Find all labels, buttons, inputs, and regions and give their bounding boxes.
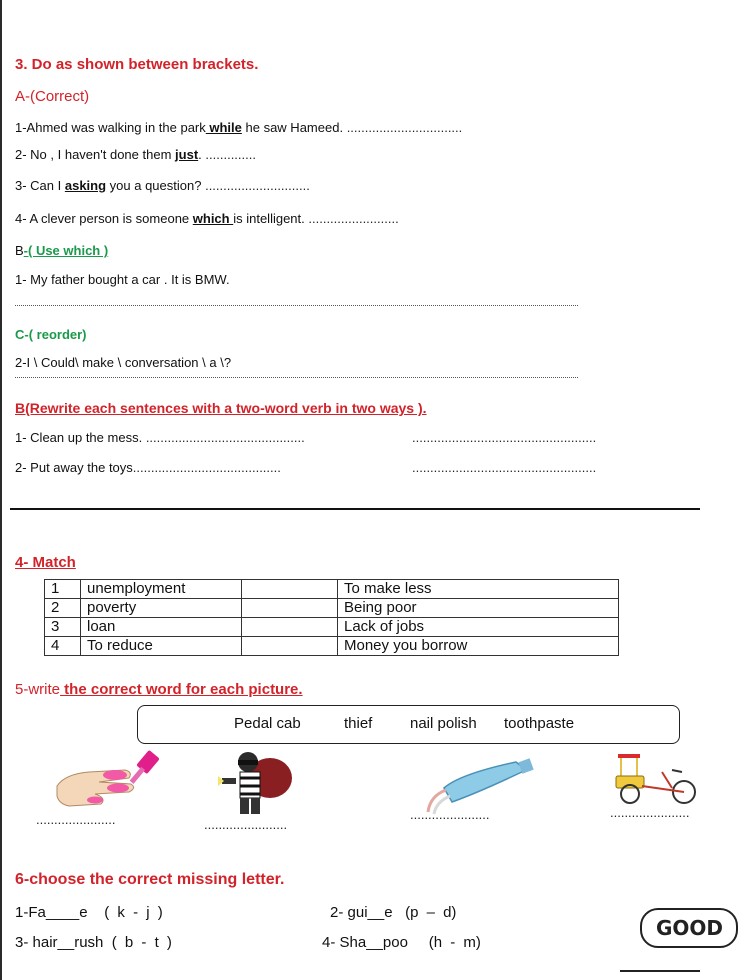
nail-polish-picture-icon (55, 748, 165, 810)
answer-blank-2[interactable]: ....................... (204, 817, 288, 832)
answer-blank-4[interactable]: ...................... (610, 805, 690, 820)
match-right: Being poor (338, 599, 619, 618)
page-left-border (0, 0, 2, 980)
match-left: To reduce (81, 637, 242, 656)
partB-heading: B-( Use which ) (15, 243, 109, 258)
word-bank-item: nail polish (410, 715, 477, 732)
section-divider (10, 508, 700, 510)
good-stamp-badge: GOOD (640, 908, 738, 948)
partA-item-2: 2- No , I haven't done them just. .............. (15, 147, 256, 162)
partC-heading: C-( reorder) (15, 327, 87, 342)
table-row (45, 580, 619, 599)
match-right: Money you borrow (338, 637, 619, 656)
match-left: unemployment (81, 580, 242, 599)
match-left: loan (81, 618, 242, 637)
match-num: 2 (45, 599, 81, 618)
match-num: 1 (45, 580, 81, 599)
pedal-cab-picture-icon (612, 750, 698, 806)
partC-item: 2-I \ Could\ make \ conversation \ a \? (15, 355, 232, 370)
partB2-item-1-blank2: ................................................... (412, 430, 597, 445)
section6-title: 6-choose the correct missing letter. (15, 871, 285, 888)
thief-picture-icon (218, 748, 298, 820)
partB2-item-1: 1- Clean up the mess. ............................................ (15, 430, 305, 445)
section4-title: 4- Match (15, 554, 76, 571)
missing-letter-item-2: 2- gui__e (p – d) (330, 904, 457, 921)
match-answer-cell[interactable] (242, 618, 338, 637)
partB2-heading: B(Rewrite each sentences with a two-word verb in two ways ). (15, 400, 427, 416)
word-bank (137, 705, 680, 744)
word-bank-item: thief (344, 715, 373, 732)
footer-mark (620, 970, 700, 972)
partA-item-1: 1-Ahmed was walking in the park while he saw Hameed. ................................ (15, 120, 463, 135)
missing-letter-item-4: 4- Sha__poo (h - m) (322, 934, 481, 951)
answer-blank-1[interactable]: ...................... (36, 812, 116, 827)
partB2-item-2: 2- Put away the toys......................................... (15, 460, 281, 475)
partB-answer-line (15, 305, 578, 306)
partB-item: 1- My father bought a car . It is BMW. (15, 272, 230, 287)
partA-heading: A-(Correct) (15, 88, 90, 105)
table-row (45, 618, 619, 637)
match-right: Lack of jobs (338, 618, 619, 637)
match-table (44, 579, 619, 656)
partC-answer-line (15, 377, 578, 378)
table-row (45, 637, 619, 656)
word-bank-item: toothpaste (504, 715, 575, 732)
answer-blank-3[interactable]: ...................... (410, 807, 490, 822)
partB2-item-2-blank2: ................................................... (412, 460, 597, 475)
match-num: 4 (45, 637, 81, 656)
word-bank-item: Pedal cab (234, 715, 301, 732)
missing-letter-item-3: 3- hair__rush ( b - t ) (15, 934, 172, 951)
partA-item-3: 3- Can I asking you a question? ............................. (15, 178, 310, 193)
match-answer-cell[interactable] (242, 637, 338, 656)
partA-item-4: 4- A clever person is someone which is intelligent. ......................... (15, 211, 399, 226)
match-answer-cell[interactable] (242, 599, 338, 618)
missing-letter-item-1: 1-Fa____e ( k - j ) (15, 904, 163, 921)
section3-title: 3. Do as shown between brackets. (15, 56, 259, 73)
match-right: To make less (338, 580, 619, 599)
match-num: 3 (45, 618, 81, 637)
section5-title: 5-write the correct word for each picture. (15, 681, 303, 698)
table-row (45, 599, 619, 618)
match-answer-cell[interactable] (242, 580, 338, 599)
match-left: poverty (81, 599, 242, 618)
